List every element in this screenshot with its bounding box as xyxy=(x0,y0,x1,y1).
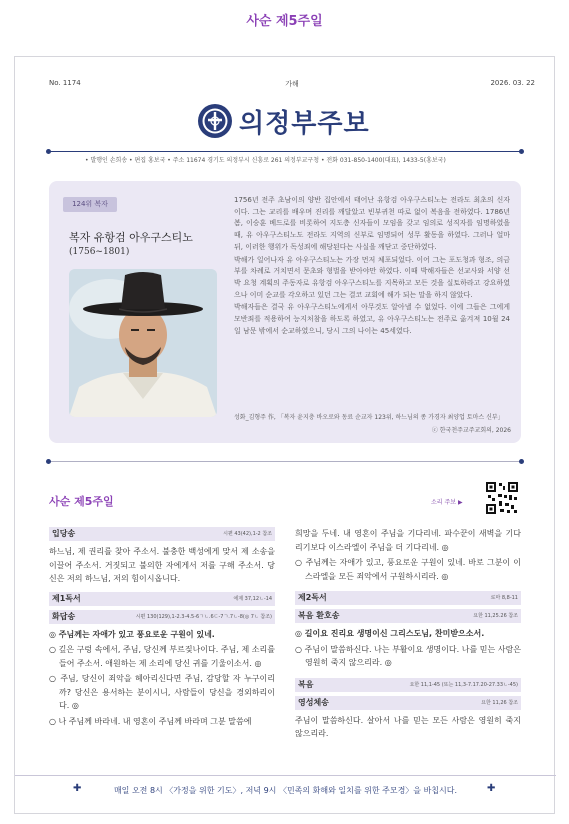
artwork-credit: 성화_김형주 作, 「복자 윤지충 바오로와 동료 순교자 123위, 하느님의 종 가경자 최양업 토마스 신부」 xyxy=(234,414,504,421)
cross-icon: ✚ xyxy=(487,783,496,794)
psalm-verse: ○ 주님, 당신이 죄악을 헤아리신다면 주님, 감당할 자 누구이리까? 당신은 용서하는 분이시니, 사람들이 당신을 경외하리이다. ◎ xyxy=(49,674,275,710)
bulletin-page xyxy=(14,56,555,814)
audio-bulletin-link[interactable]: 소리 주보 ▶ xyxy=(431,499,463,506)
communion-header xyxy=(295,696,521,710)
gospel-label: 복음 xyxy=(298,679,314,689)
saint-biography xyxy=(234,195,510,338)
entrance-ref: 시편 43(42),1-2 참조 xyxy=(223,531,272,537)
reading2-label: 제2독서 xyxy=(298,593,327,602)
entrance-label: 입당송 xyxy=(52,529,76,538)
acclamation-response: ◎ 길이요 진리요 생명이신 그리스도님, 찬미받으소서. xyxy=(295,629,485,638)
saint-portrait-image xyxy=(69,269,217,417)
entrance-text: 하느님, 제 권리를 찾아 주소서. 불충한 백성에게 맞서 제 소송을 이끌어 주소서. 거짓되고 불의한 자에게서 저를 구해 주소서. 당신은 저의 하느님, 저의 힘이시옵니다. xyxy=(49,547,275,583)
communion-ref: 요한 11,26 참조 xyxy=(481,699,518,706)
cross-icon: ✚ xyxy=(73,783,82,794)
bulletin-title: 의정부주보 xyxy=(239,109,370,139)
acclamation-ref: 요한 11,25.26 참조 xyxy=(473,613,518,619)
psalm-header xyxy=(49,610,275,624)
acclamation-header xyxy=(295,609,521,623)
section-rule xyxy=(49,461,521,462)
liturgy-column-right xyxy=(295,527,521,747)
liturgy-title: 사순 제5주일 xyxy=(49,495,114,508)
entrance-antiphon-header xyxy=(49,527,275,541)
communion-label: 영성체송 xyxy=(298,697,329,707)
psalm-verse: ○ 깊은 구렁 속에서, 주님, 당신께 부르짖나이다. 주님, 제 소리를 들어 주소서. 애원하는 제 소리에 당신 귀를 기울이소서. ◎ xyxy=(49,645,275,668)
saint-years: (1756~1801) xyxy=(69,247,130,257)
psalm-verse: ○ 주님께는 자애가 있고, 풍요로운 구원이 있네. 바로 그분이 이스라엘을 모든 죄악에서 구원하시리라. ◎ xyxy=(295,558,521,581)
gospel-header xyxy=(295,678,521,692)
communion-text: 주님이 말씀하신다. 살아서 나를 믿는 모든 사람은 영원히 죽지 않으리라. xyxy=(295,715,521,738)
issue-number: No. 1174 xyxy=(49,79,81,87)
reading1-ref: 에제 37,12ㄴ-14 xyxy=(233,595,272,602)
gospel-ref: 요한 11,1-45 (또는 11,3-7.17.20-27.33ㄴ-45) xyxy=(409,681,518,688)
biography-paragraph: 박해자들은 결국 유 아우구스티노에게서 아무것도 알아낼 수 없었다. 이에 그들은 그에게 모반죄를 적용하여 능지처참을 하도록 하였고, 유 아우구스티노는 전주로 옮겨져 10월 24일 남문 밖에서 순교하였으니, 당시 그의 나이는 45세였다. xyxy=(234,303,510,335)
liturgy-column-left xyxy=(49,527,275,730)
reading1-header xyxy=(49,592,275,606)
copyright-notice: ⓒ 한국천주교주교회의, 2026 xyxy=(431,427,511,434)
biography-paragraph: 박해가 일어나자 유 아우구스티노는 가장 먼저 체포되었다. 이어 그는 포도청과 형조, 의금부를 차례로 거치면서 문초와 형벌을 받아야만 하였다. 이때 박해자들은 선교사와 서양 선박 요청 계획의 주동자로 유항검 아우구스티노를 지목하고 모든 것을 실토하라고 강요하였으나 이미 순교를 각오하고 있던 그는 결코 교회에 해가 되는 말을 하지 않았다. xyxy=(234,255,510,299)
qr-code-icon[interactable] xyxy=(485,481,519,515)
acclamation-label: 복음 환호송 xyxy=(298,611,340,620)
saint-tag: 124위 복자 xyxy=(63,197,117,212)
saint-name: 복자 유항검 아우구스티노 xyxy=(69,231,193,244)
prayer-reminder-text: 매일 오전 8시 〈가정을 위한 기도〉, 저녁 9시 〈민족의 화해와 일치를 위한 주모경〉을 바칩시다. xyxy=(113,786,458,795)
acclamation-verse: ○ 주님이 말씀하신다. 나는 부활이요 생명이다. 나를 믿는 사람은 영원히 죽지 않으리라. ◎ xyxy=(295,644,521,667)
psalm-response: ◎ 주님께는 자애가 있고 풍요로운 구원이 있네. xyxy=(49,629,215,639)
liturgical-year: 가해 xyxy=(285,80,299,88)
issue-meta xyxy=(49,79,535,91)
prayer-reminder-bar xyxy=(15,775,556,803)
issue-date: 2026. 03. 22 xyxy=(490,79,535,87)
reading1-label: 제1독서 xyxy=(52,593,81,603)
masthead xyxy=(15,99,556,143)
psalm-ref: 시편 130(129),1-2.3-4.5-6ㄱㄴ.6ㄷ-7ㄱ.7ㄴ-8(◎ 7ㄴ 참조) xyxy=(135,613,272,620)
diocese-seal-logo xyxy=(197,103,233,139)
psalm-verse: ○ 나 주님께 바라네. 내 영혼이 주님께 바라며 그분 말씀에 xyxy=(49,716,252,726)
saint-feature-panel xyxy=(49,181,521,443)
page-heading: 사순 제5주일 xyxy=(246,14,323,29)
psalm-label: 화답송 xyxy=(52,611,76,621)
reading2-header xyxy=(295,591,521,605)
publisher-info: • 발행인 손희송 • 편집 홍보국 • 주소 11674 경기도 의정부시 신흥로 261 의정부교구청 • 전화 031-850-1400(대표), 1433-5(홍보국) xyxy=(85,157,446,164)
reading2-ref: 로마 8,8-11 xyxy=(490,595,518,601)
biography-paragraph: 1756년 전주 초남이의 양반 집안에서 태어난 유항검 아우구스티노는 전라도 최초의 신자이다. 그는 교리를 배우며 진리를 깨달았고 빈부귀천 따로 없이 복음을 전하였다. 1786년 봄, 이승훈 베드로를 비롯하여 지도층 신자들이 모임을 갖고 임의로 성직자를 임명하였을 때, 유 아우구스티노도 전라도 지역의 신부로 임명되어 성무 활동을 하였다. 그러나 얼마 뒤, 이러한 행위가 독성죄에 해당된다는 사실을 깨닫고 중단하였다. xyxy=(234,196,510,251)
psalm-continued: 희망을 두네. 내 영혼이 주님을 기다리네. 파수꾼이 새벽을 기다리기보다 이스라엘이 주님을 더 기다리네. ◎ xyxy=(295,529,521,552)
